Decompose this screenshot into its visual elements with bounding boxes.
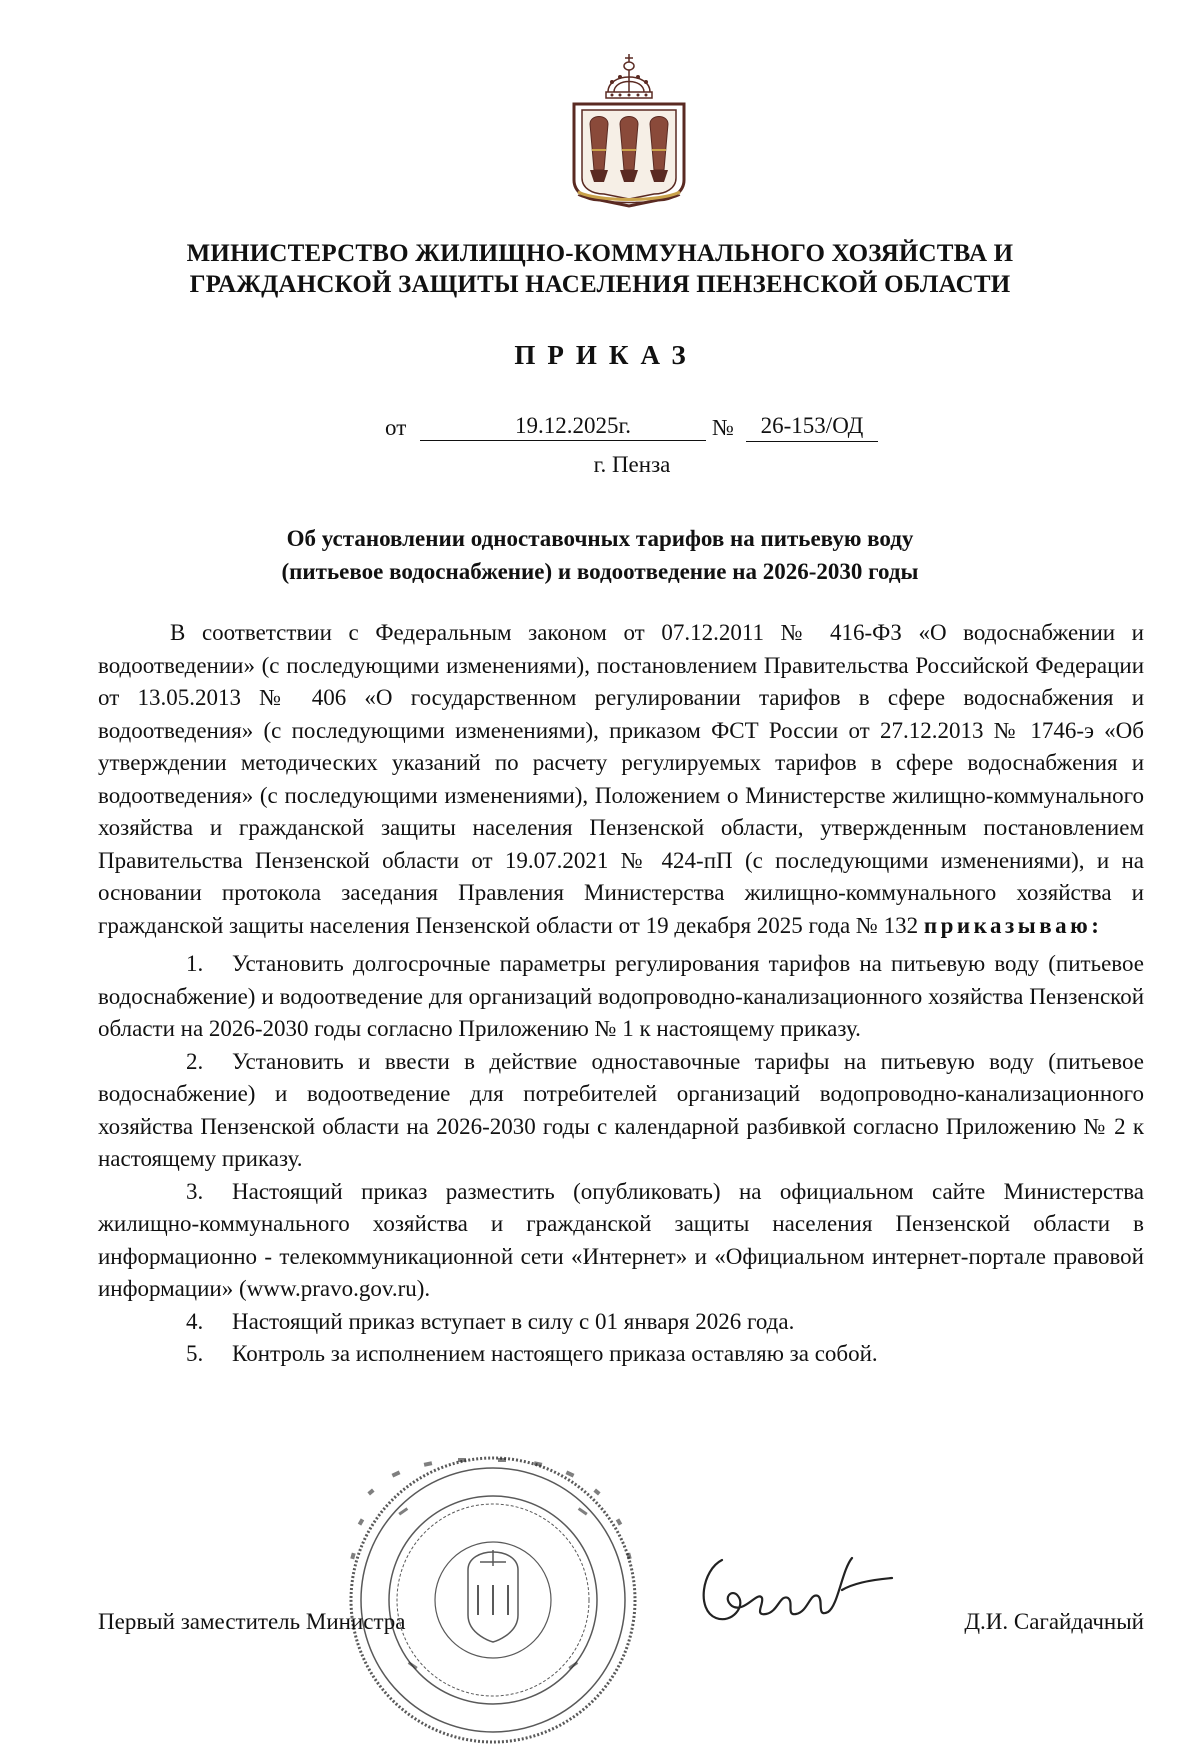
list-item — [98, 1176, 1144, 1306]
item-number: 2. — [186, 1048, 204, 1074]
signer-position: Первый заместитель Министра — [98, 1609, 406, 1634]
order-items-list — [98, 948, 1144, 1371]
item-text: Контроль за исполнением настоящего приказа оставляю за собой. — [232, 1341, 878, 1366]
order-word: приказываю: — [923, 912, 1103, 938]
item-text: Настоящий приказ вступает в силу с 01 января 2026 года. — [232, 1308, 795, 1334]
item-text: Установить и ввести в действие одноставочные тарифы на питьевую воду (питьевое водоснабжение) и водоотведение для потребителей организаций водопроводно-канализационного хозяйства Пензенской области на 2026-2030 годы с календарной разбивкой согласно Приложению № 2 к настоящему приказу. — [98, 1048, 1144, 1171]
item-number: 3. — [186, 1178, 204, 1204]
document-number: 26-153/ОД — [746, 413, 878, 442]
number-label: № — [712, 415, 734, 440]
item-text: Настоящий приказ разместить (опубликовать) на официальном сайте Министерства жилищно-коммунального хозяйства и гражданской защиты населения Пензенской области в информационно - телекоммуникационной сети «Интернет» и «Официальном интернет-портале правовой информации» (www.pravo.gov.ru). — [98, 1178, 1144, 1301]
date-label: от — [385, 415, 407, 440]
item-text: Установить долгосрочные параметры регулирования тарифов на питьевую воду (питьевое водоснабжение) и водоотведение для организаций водопроводно-канализационного хозяйства Пензенской области на 2026-2030 годы согласно Приложению № 1 к настоящему приказу. — [98, 951, 1144, 1041]
item-number: 5. — [186, 1341, 204, 1366]
list-item — [98, 1338, 1144, 1371]
document-date: 19.12.2025г. — [420, 413, 706, 441]
item-number: 1. — [186, 951, 204, 976]
subject-line-1: Об установлении одноставочных тарифов на питьевую воду — [286, 526, 914, 551]
city-label: г. Пенза — [593, 452, 671, 477]
list-item — [98, 948, 1144, 1046]
official-seal-stamp — [338, 1450, 648, 1750]
item-number: 4. — [186, 1308, 204, 1334]
ministry-name-line-2: ГРАЖДАНСКОЙ ЗАЩИТЫ НАСЕЛЕНИЯ ПЕНЗЕНСКОЙ ОБЛАСТИ — [189, 271, 1011, 298]
preamble-text: В соответствии с Федеральным законом от 07.12.2011 № 416-ФЗ «О водоснабжении и водоотведении» (с последующими изменениями), постановлением Правительства Российской Федерации от 13.05.2013 № 406 «О государственном регулировании тарифов в сфере водоснабжения и водоотведения» (с последующими изменениями), приказом ФСТ России от 27.12.2013 № 1746-э «Об утверждении методических указаний по расчету регулируемых тарифов в сфере водоснабжения и водоотведения» (с последующими изменениями), Положением о Министерстве жилищно-коммунального хозяйства и гражданской защиты населения Пензенской области, утвержденным постановлением Правительства Пензенской области от 19.07.2021 № 424-пП (с последующими изменениями), и на основании протокола заседания Правления Министерства жилищно-коммунального хозяйства и гражданской защиты населения Пензенской области от 19 декабря 2025 года № 132 — [98, 620, 1144, 938]
signer-name: Д.И. Сагайдачный — [964, 1609, 1144, 1634]
date-number-row — [0, 413, 1200, 445]
list-item — [98, 1046, 1144, 1176]
handwritten-signature — [692, 1540, 902, 1630]
ministry-name-line-1: МИНИСТЕРСТВО ЖИЛИЩНО-КОММУНАЛЬНОГО ХОЗЯЙСТВА И — [186, 240, 1014, 267]
coat-of-arms-emblem — [568, 52, 690, 208]
preamble-paragraph — [98, 617, 1144, 942]
list-item — [98, 1306, 1144, 1339]
ministry-name — [100, 238, 1100, 300]
document-body — [98, 617, 1144, 1371]
subject-line-2: (питьевое водоснабжение) и водоотведение на 2026-2030 годы — [281, 559, 919, 584]
document-type-title: ПРИКАЗ — [514, 340, 698, 370]
document-subject — [100, 522, 1100, 588]
